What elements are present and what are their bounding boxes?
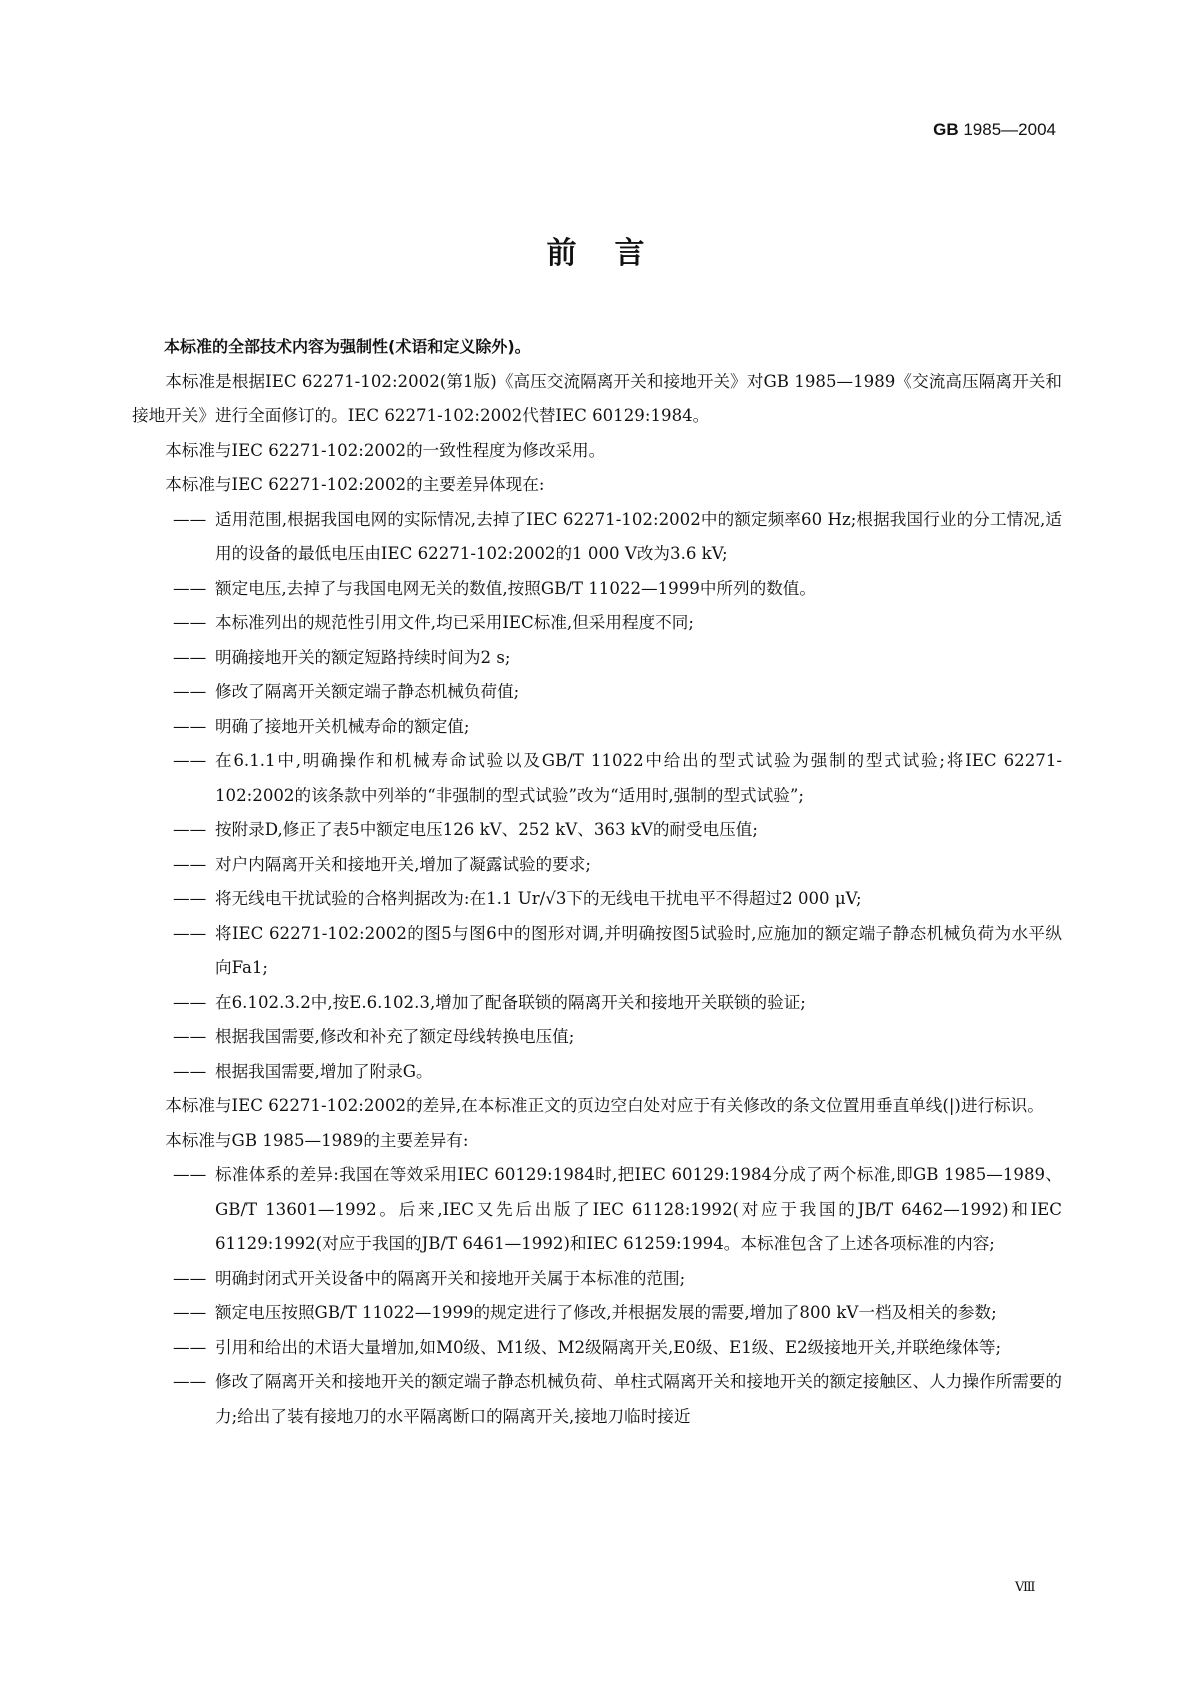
- dash-marker: ——: [173, 820, 207, 839]
- intro-paragraphs: [132, 330, 1062, 503]
- list-item-text: 修改了隔离开关额定端子静态机械负荷值;: [215, 682, 520, 701]
- list-item-text: 适用范围,根据我国电网的实际情况,去掉了IEC 62271-102:2002中的额定频率60 Hz;根据我国行业的分工情况,适用的设备的最低电压由IEC 62271-102:2002的1 000 V改为3.6 kV;: [215, 509, 1062, 563]
- dash-marker: ——: [173, 647, 207, 667]
- dash-marker: ——: [173, 1268, 207, 1288]
- dash-marker: ——: [173, 613, 207, 632]
- list-item: [132, 882, 1062, 917]
- list-item: [132, 917, 1062, 986]
- list-item-text: 明确接地开关的额定短路持续时间为2 s;: [215, 647, 511, 667]
- list-item-text: 明确封闭式开关设备中的隔离开关和接地开关属于本标准的范围;: [215, 1268, 686, 1288]
- list-item: [132, 1331, 1062, 1366]
- list-item-text: 按附录D,修正了表5中额定电压126 kV、252 kV、363 kV的耐受电压值;: [215, 820, 758, 839]
- document-body: [132, 330, 1062, 1434]
- list-item-text: 将IEC 62271-102:2002的图5与图6中的图形对调,并明确按图5试验时,应施加的额定端子静态机械负荷为水平纵向Fa1;: [215, 923, 1062, 977]
- list-item: [132, 710, 1062, 745]
- list-item-text: 引用和给出的术语大量增加,如M0级、M1级、M2级隔离开关,E0级、E1级、E2级接地开关,并联绝缘体等;: [215, 1337, 1002, 1357]
- dash-marker: ——: [173, 716, 207, 736]
- gb-differences-list: [132, 1158, 1062, 1434]
- paragraph: 本标准与IEC 62271-102:2002的差异,在本标准正文的页边空白处对应于有关修改的条文位置用垂直单线(|)进行标识。: [165, 1096, 1044, 1115]
- dash-marker: ——: [173, 923, 207, 943]
- dash-marker: ——: [173, 1061, 207, 1081]
- middle-paragraphs: [132, 1089, 1062, 1158]
- list-item: [132, 606, 1062, 641]
- list-item-text: 根据我国需要,修改和补充了额定母线转换电压值;: [215, 1027, 575, 1046]
- dash-marker: ——: [173, 889, 207, 908]
- list-item: [132, 1158, 1062, 1262]
- list-item-text: 根据我国需要,增加了附录G。: [215, 1061, 433, 1081]
- list-item: [132, 744, 1062, 813]
- page-title: 前言: [546, 236, 683, 271]
- dash-marker: ——: [173, 1027, 207, 1046]
- dash-marker: ——: [173, 1303, 207, 1322]
- list-item: [132, 641, 1062, 676]
- list-item: [132, 848, 1062, 883]
- list-item: [132, 1296, 1062, 1331]
- list-item-text: 在6.102.3.2中,按E.6.102.3,增加了配备联锁的隔离开关和接地开关联锁的验证;: [215, 992, 806, 1012]
- list-item-text: 标准体系的差异:我国在等效采用IEC 60129:1984时,把IEC 60129:1984分成了两个标准,即GB 1985—1989、GB/T 13601—1992。后来,IEC又先后出版了IEC 61128:1992(对应于我国的JB/T 6462—1992)和IEC 61129:1992(对应于我国的JB/T 6461—1992)和IEC 61259:1994。本标准包含了上述各项标准的内容;: [215, 1165, 1062, 1253]
- paragraph: 本标准与IEC 62271-102:2002的一致性程度为修改采用。: [165, 440, 606, 460]
- list-item-text: 额定电压,去掉了与我国电网无关的数值,按照GB/T 11022—1999中所列的数值。: [215, 578, 816, 598]
- list-item: [132, 986, 1062, 1021]
- list-item: [132, 572, 1062, 607]
- list-item: [132, 813, 1062, 848]
- dash-marker: ——: [173, 1372, 207, 1391]
- list-item: [132, 1020, 1062, 1055]
- dash-marker: ——: [173, 682, 207, 701]
- iec-differences-list: [132, 503, 1062, 1090]
- standard-code: [933, 120, 1056, 140]
- dash-marker: ——: [173, 751, 207, 770]
- list-item-text: 明确了接地开关机械寿命的额定值;: [215, 716, 470, 736]
- list-item: [132, 1365, 1062, 1434]
- list-item-text: 额定电压按照GB/T 11022—1999的规定进行了修改,并根据发展的需要,增加了800 kV一档及相关的参数;: [215, 1303, 997, 1322]
- list-item-text: 在6.1.1中,明确操作和机械寿命试验以及GB/T 11022中给出的型式试验为强制的型式试验;将IEC 62271-102:2002的该条款中列举的“非强制的型式试验”改为“适用时,强制的型式试验”;: [215, 751, 1062, 805]
- list-item-text: 修改了隔离开关和接地开关的额定端子静态机械负荷、单柱式隔离开关和接地开关的额定接触区、人力操作所需要的力;给出了装有接地刀的水平隔离断口的隔离开关,接地刀临时接近: [215, 1372, 1062, 1426]
- list-item: [132, 675, 1062, 710]
- paragraph: 本标准与IEC 62271-102:2002的主要差异体现在:: [165, 475, 545, 494]
- dash-marker: ——: [173, 1165, 207, 1184]
- dash-marker: ——: [173, 509, 207, 529]
- dash-marker: ——: [173, 854, 207, 874]
- standard-prefix: GB: [933, 120, 959, 139]
- standard-number: 1985—2004: [958, 120, 1056, 139]
- paragraph: 本标准的全部技术内容为强制性(术语和定义除外)。: [164, 337, 531, 356]
- paragraph: 本标准与GB 1985—1989的主要差异有:: [165, 1130, 469, 1150]
- dash-marker: ——: [173, 1337, 207, 1357]
- paragraph: 本标准是根据IEC 62271-102:2002(第1版)《高压交流隔离开关和接地开关》对GB 1985—1989《交流高压隔离开关和接地开关》进行全面修订的。IEC 62271-102:2002代替IEC 60129:1984。: [132, 371, 1062, 425]
- list-item-text: 对户内隔离开关和接地开关,增加了凝露试验的要求;: [215, 854, 591, 874]
- list-item: [132, 1055, 1062, 1090]
- list-item-text: 将无线电干扰试验的合格判据改为:在1.1 Ur/√3下的无线电干扰电平不得超过2 000 μV;: [215, 889, 862, 908]
- dash-marker: ——: [173, 992, 207, 1012]
- list-item-text: 本标准列出的规范性引用文件,均已采用IEC标准,但采用程度不同;: [215, 613, 694, 632]
- page-number: Ⅷ: [1015, 1580, 1036, 1595]
- list-item: [132, 503, 1062, 572]
- dash-marker: ——: [173, 578, 207, 598]
- list-item: [132, 1262, 1062, 1297]
